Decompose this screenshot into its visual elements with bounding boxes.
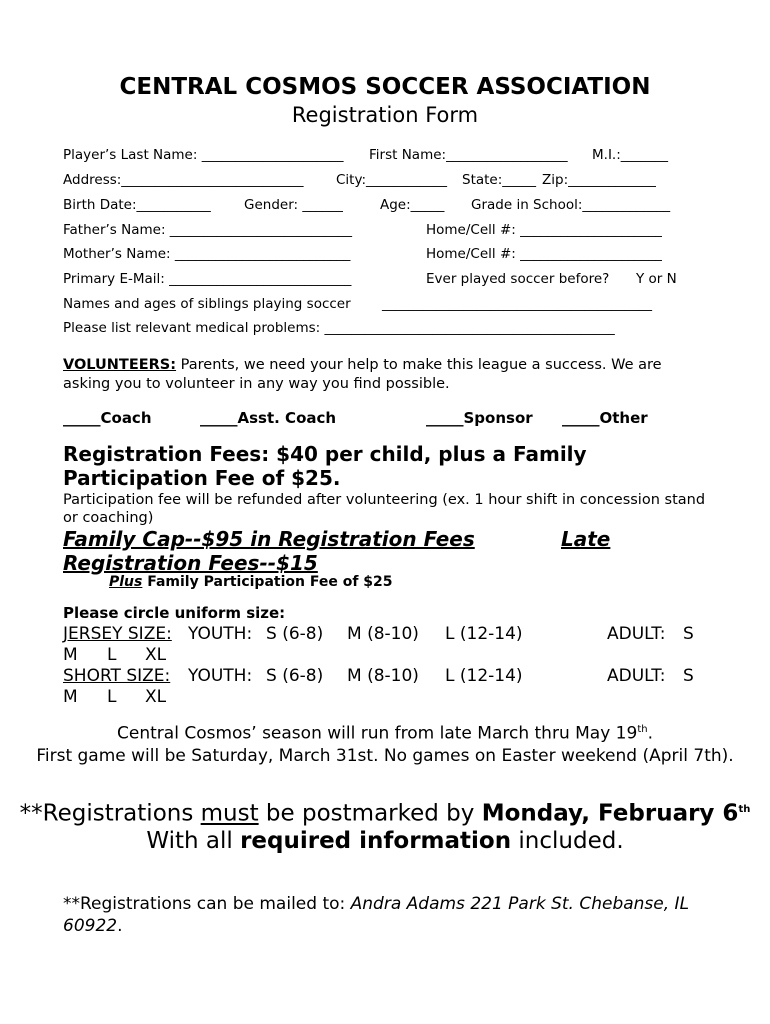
volunteers-text: Parents, we need your help to make this league a success. We are asking you to volunteer in any way you find possible.: [63, 357, 662, 392]
siblings-field[interactable]: ________________________________________: [382, 296, 652, 312]
short-size-label: SHORT SIZE:: [63, 666, 171, 686]
late-fee-text-1: Late: [561, 527, 611, 551]
volunteers-heading: VOLUNTEERS:: [63, 357, 177, 373]
siblings-label: Names and ages of siblings playing soccer: [63, 296, 351, 312]
deadline-line-2: With all required information included.: [146, 827, 624, 854]
city-field[interactable]: City:____________: [336, 172, 448, 188]
volunteer-sponsor-option[interactable]: _____Sponsor: [426, 409, 533, 427]
uniform-instruction: Please circle uniform size:: [63, 604, 286, 622]
jersey-adult-l[interactable]: L: [107, 645, 117, 665]
father-name-field[interactable]: Father’s Name: ___________________________: [63, 222, 353, 238]
mailing-label: **Registrations can be mailed to:: [63, 894, 351, 914]
short-youth-s[interactable]: S (6-8): [266, 666, 324, 686]
email-field[interactable]: Primary E-Mail: ___________________________: [63, 271, 352, 287]
middle-initial-field[interactable]: M.I.:_______: [592, 147, 669, 163]
volunteer-asst-coach-option[interactable]: _____Asst. Coach: [200, 409, 337, 427]
jersey-youth-l[interactable]: L (12-14): [445, 624, 523, 644]
plus-rest: Family Participation Fee of $25: [142, 574, 393, 590]
page-subtitle: Registration Form: [291, 103, 479, 127]
zip-field[interactable]: Zip:_____________: [542, 172, 656, 188]
volunteer-coach-option[interactable]: _____Coach: [63, 409, 152, 427]
jersey-adult-s[interactable]: S: [683, 624, 694, 644]
state-field[interactable]: State:_____: [462, 172, 537, 188]
jersey-size-label: JERSEY SIZE:: [63, 624, 172, 644]
short-adult-l[interactable]: L: [107, 687, 117, 707]
first-name-field[interactable]: First Name:__________________: [369, 147, 568, 163]
short-adult-xl[interactable]: XL: [145, 687, 167, 707]
registration-deadline: [0, 796, 770, 855]
age-field[interactable]: Age:_____: [380, 197, 445, 213]
season-line-2: First game will be Saturday, March 31st. No games on Easter weekend (April 7th).: [36, 745, 734, 766]
short-adult-m[interactable]: M: [63, 687, 78, 707]
father-phone-field[interactable]: Home/Cell #: _____________________: [426, 222, 662, 238]
short-adult-label: ADULT:: [607, 666, 666, 686]
medical-field[interactable]: Please list relevant medical problems: ___________________________________________: [63, 320, 615, 336]
jersey-youth-label: YOUTH:: [188, 624, 253, 644]
page-title: CENTRAL COSMOS SOCCER ASSOCIATION: [119, 74, 651, 100]
plus-participation-fee: [109, 574, 393, 590]
deadline-date: Monday, February 6: [481, 800, 739, 827]
jersey-adult-label: ADULT:: [607, 624, 666, 644]
jersey-youth-s[interactable]: S (6-8): [266, 624, 324, 644]
mailing-address: **Registrations can be mailed to: Andra Adams 221 Park St. Chebanse, IL 60922.: [63, 894, 690, 936]
jersey-adult-xl[interactable]: XL: [145, 645, 167, 665]
deadline-line-1: **Registrations must be postmarked by Monday, February 6th: [19, 800, 751, 827]
gender-field[interactable]: Gender: ______: [244, 197, 343, 213]
jersey-adult-m[interactable]: M: [63, 645, 78, 665]
late-fee-text-2: Registration Fees--$15: [63, 551, 318, 575]
birth-date-field[interactable]: Birth Date:___________: [63, 197, 211, 213]
last-name-field[interactable]: Player’s Last Name: _____________________: [63, 147, 344, 163]
short-youth-m[interactable]: M (8-10): [347, 666, 419, 686]
season-line-1: Central Cosmos’ season will run from late March thru May 19th.: [117, 723, 653, 744]
mother-phone-field[interactable]: Home/Cell #: _____________________: [426, 246, 662, 262]
short-youth-l[interactable]: L (12-14): [445, 666, 523, 686]
must-emphasis: must: [200, 800, 259, 827]
plus-word: Plus: [109, 574, 143, 590]
participation-fee-note: Participation fee will be refunded after volunteering (ex. 1 hour shift in concession stand or coaching): [63, 492, 706, 526]
mother-name-field[interactable]: Mother’s Name: __________________________: [63, 246, 351, 262]
y-or-n-choice[interactable]: Y or N: [636, 271, 677, 287]
short-adult-s[interactable]: S: [683, 666, 694, 686]
grade-field[interactable]: Grade in School:_____________: [471, 197, 671, 213]
volunteer-other-option[interactable]: _____Other: [562, 409, 648, 427]
played-before-label: Ever played soccer before?: [426, 271, 610, 287]
family-cap-text: Family Cap--$95 in Registration Fees: [63, 527, 475, 551]
season-info: [0, 719, 770, 767]
short-youth-label: YOUTH:: [188, 666, 253, 686]
jersey-youth-m[interactable]: M (8-10): [347, 624, 419, 644]
address-field[interactable]: Address:___________________________: [63, 172, 304, 188]
registration-fees-heading: Registration Fees: $40 per child, plus a Family Participation Fee of $25.: [63, 442, 587, 490]
volunteers-paragraph: [63, 356, 713, 394]
mailing-address-text: Andra Adams 221 Park St. Chebanse, IL 60922: [63, 894, 690, 936]
